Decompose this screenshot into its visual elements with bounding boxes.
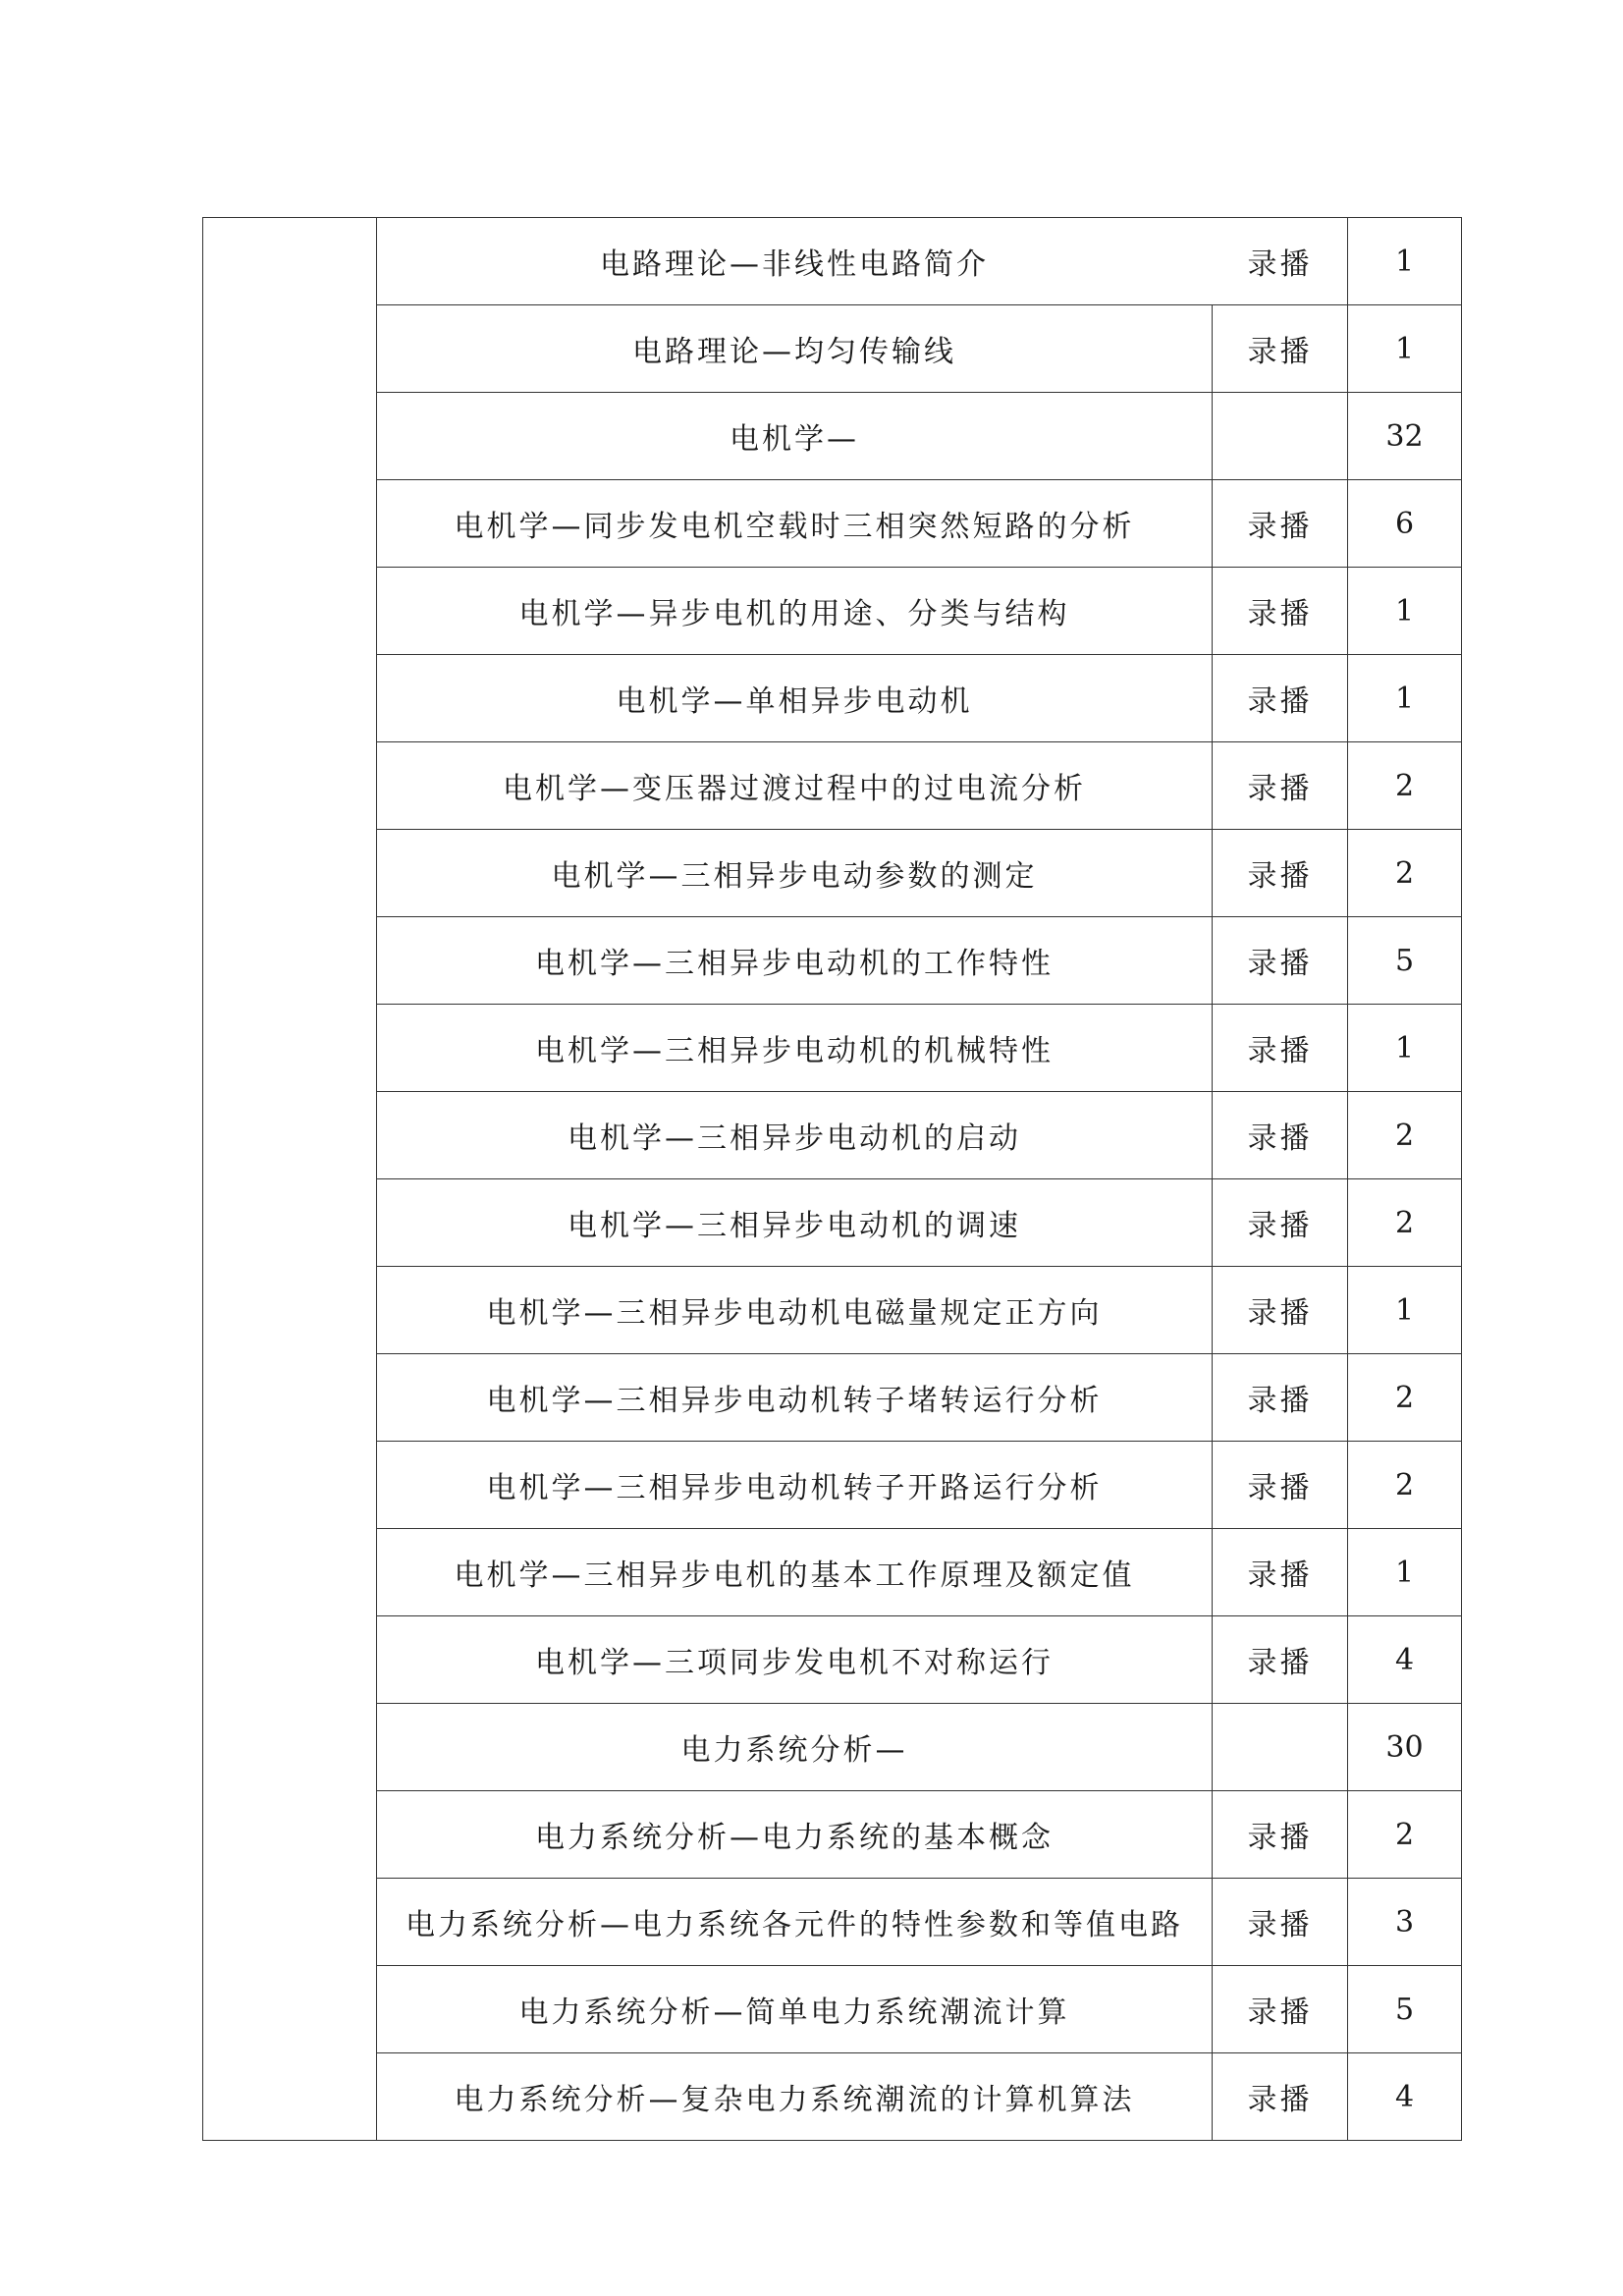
course-count: 1 [1348, 1529, 1462, 1616]
course-title: 电路理论—均匀传输线 [377, 305, 1213, 393]
table-row [203, 1529, 1462, 1616]
course-count: 2 [1348, 1791, 1462, 1879]
course-count: 4 [1348, 1616, 1462, 1704]
table-row [203, 655, 1462, 742]
table-row [203, 1879, 1462, 1966]
course-title: 电机学—三相异步电动机的机械特性 [377, 1005, 1213, 1092]
course-type: 录播 [1213, 830, 1348, 917]
course-count: 5 [1348, 917, 1462, 1005]
course-title: 电力系统分析— [377, 1704, 1213, 1791]
table-row [203, 1354, 1462, 1442]
course-type: 录播 [1213, 1354, 1348, 1442]
table-row [203, 1791, 1462, 1879]
course-type: 录播 [1213, 1179, 1348, 1267]
course-title: 电机学—三项同步发电机不对称运行 [377, 1616, 1213, 1704]
course-type: 录播 [1213, 742, 1348, 830]
course-type: 录播 [1213, 1966, 1348, 2053]
course-count: 2 [1348, 1092, 1462, 1179]
course-count: 2 [1348, 830, 1462, 917]
table-row [203, 1005, 1462, 1092]
course-count: 1 [1348, 655, 1462, 742]
course-title: 电机学—三相异步电动机的工作特性 [377, 917, 1213, 1005]
course-count: 2 [1348, 1354, 1462, 1442]
course-type: 录播 [1213, 568, 1348, 655]
table-row [203, 480, 1462, 568]
course-type: 录播 [1213, 1442, 1348, 1529]
table-row [203, 917, 1462, 1005]
course-count: 2 [1348, 742, 1462, 830]
course-type [1213, 393, 1348, 480]
course-type: 录播 [1213, 1092, 1348, 1179]
table-row [203, 1267, 1462, 1354]
course-type: 录播 [1213, 917, 1348, 1005]
table-row [203, 1179, 1462, 1267]
course-type: 录播 [1213, 1529, 1348, 1616]
course-title: 电路理论—非线性电路简介 [377, 218, 1213, 305]
course-title: 电机学—单相异步电动机 [377, 655, 1213, 742]
course-title: 电机学—三相异步电动参数的测定 [377, 830, 1213, 917]
course-count: 5 [1348, 1966, 1462, 2053]
course-type: 录播 [1213, 218, 1348, 305]
table-row [203, 393, 1462, 480]
table-row [203, 742, 1462, 830]
course-count: 4 [1348, 2053, 1462, 2141]
course-count: 30 [1348, 1704, 1462, 1791]
course-count: 1 [1348, 218, 1462, 305]
course-type [1213, 1704, 1348, 1791]
table-row [203, 218, 1462, 305]
course-title: 电机学—三相异步电动机电磁量规定正方向 [377, 1267, 1213, 1354]
course-title: 电机学—同步发电机空载时三相突然短路的分析 [377, 480, 1213, 568]
course-table [202, 217, 1462, 2141]
course-title: 电机学—异步电机的用途、分类与结构 [377, 568, 1213, 655]
table-row [203, 830, 1462, 917]
course-count: 32 [1348, 393, 1462, 480]
course-title: 电机学—变压器过渡过程中的过电流分析 [377, 742, 1213, 830]
table-row [203, 1442, 1462, 1529]
course-type: 录播 [1213, 1791, 1348, 1879]
course-type: 录播 [1213, 1005, 1348, 1092]
course-count: 1 [1348, 1005, 1462, 1092]
course-type: 录播 [1213, 1616, 1348, 1704]
table-row [203, 1616, 1462, 1704]
course-title: 电力系统分析—复杂电力系统潮流的计算机算法 [377, 2053, 1213, 2141]
course-type: 录播 [1213, 480, 1348, 568]
course-title: 电机学—三相异步电动机转子开路运行分析 [377, 1442, 1213, 1529]
course-type: 录播 [1213, 305, 1348, 393]
category-cell [203, 218, 377, 2141]
course-count: 1 [1348, 305, 1462, 393]
course-count: 1 [1348, 568, 1462, 655]
course-type: 录播 [1213, 655, 1348, 742]
course-type: 录播 [1213, 2053, 1348, 2141]
course-title: 电机学— [377, 393, 1213, 480]
course-count: 3 [1348, 1879, 1462, 1966]
course-count: 2 [1348, 1179, 1462, 1267]
course-count: 1 [1348, 1267, 1462, 1354]
course-title: 电机学—三相异步电动机的调速 [377, 1179, 1213, 1267]
course-type: 录播 [1213, 1267, 1348, 1354]
table-row [203, 1092, 1462, 1179]
course-title: 电机学—三相异步电动机的启动 [377, 1092, 1213, 1179]
course-type: 录播 [1213, 1879, 1348, 1966]
course-count: 6 [1348, 480, 1462, 568]
course-title: 电力系统分析—简单电力系统潮流计算 [377, 1966, 1213, 2053]
course-count: 2 [1348, 1442, 1462, 1529]
table-row [203, 568, 1462, 655]
course-title: 电机学—三相异步电机的基本工作原理及额定值 [377, 1529, 1213, 1616]
table-row [203, 1966, 1462, 2053]
table-row [203, 1704, 1462, 1791]
table-row [203, 2053, 1462, 2141]
course-title: 电力系统分析—电力系统的基本概念 [377, 1791, 1213, 1879]
course-title: 电力系统分析—电力系统各元件的特性参数和等值电路 [377, 1879, 1213, 1966]
course-title: 电机学—三相异步电动机转子堵转运行分析 [377, 1354, 1213, 1442]
table-row [203, 305, 1462, 393]
